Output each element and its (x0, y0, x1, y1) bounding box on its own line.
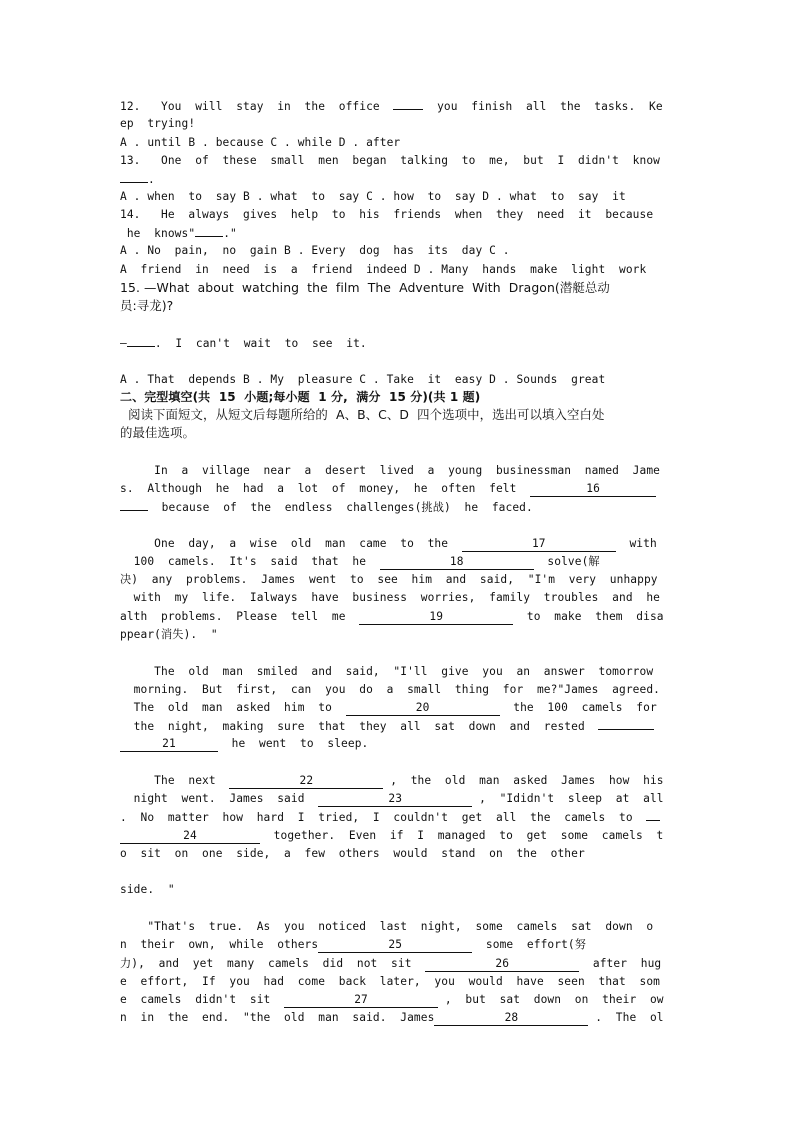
passage-line: n in the end. "the old man said. James 28 . The ol (120, 1011, 664, 1024)
passage-line: "That's true. As you noticed last night, some camels sat down o (120, 920, 654, 933)
passage-line: ppear(消失). " (120, 628, 218, 641)
cloze-blank-20: 20 (346, 701, 500, 716)
section-instructions-2: 的最佳选项。 (120, 425, 195, 440)
answer-blank (120, 498, 148, 511)
answer-blank (120, 170, 148, 183)
passage-line: morning. But first, can you do a small thing for me?"James agreed. (120, 683, 660, 696)
cloze-blank-17: 17 (462, 537, 616, 552)
passage-line: the night, making sure that they all sat down and rested (120, 717, 674, 735)
passage-line: 决) any problems. James went to see him and said, "I'm very unhappy (120, 573, 658, 586)
cloze-blank-26: 26 (425, 957, 579, 972)
passage-line: because of the endless challenges(挑战) he faced. (120, 498, 674, 516)
answer-blank (646, 808, 660, 821)
question-13-options: A . when to say B . what to say C . how to say D . what to say it (120, 190, 626, 203)
cloze-blank-28: 28 (434, 1011, 588, 1026)
question-14-options-1: A . No pain, no gain B . Every dog has its day C . (120, 244, 510, 257)
passage-line: alth problems. Please tell me 19 to make them disa (120, 610, 664, 623)
question-14-line1: 14. He always gives help to his friends when they need it because (120, 208, 654, 221)
passage-line: night went. James said 23 , "Ididn't sleep at all (120, 792, 664, 805)
passage-line: e effort, If you had come back later, you would have seen that som (120, 975, 660, 988)
passage-line: e camels didn't sit 27 , but sat down on their ow (120, 993, 664, 1006)
question-15-options: A . That depends B . My pleasure C . Take it easy D . Sounds great (120, 373, 606, 386)
cloze-blank-16: 16 (530, 482, 656, 497)
cloze-blank-19: 19 (359, 610, 513, 625)
passage-line: 力), and yet many camels did not sit 26 after hug (120, 957, 662, 970)
answer-blank (195, 224, 223, 237)
question-13-line2: . (120, 170, 674, 188)
passage-line: o sit on one side, a few others would stand on the other (120, 847, 585, 860)
answer-blank (598, 717, 654, 730)
cloze-blank-22: 22 (229, 774, 383, 789)
section-heading: 二、完型填空(共 15 小题;每小题 1 分, 满分 15 分)(共 1 题) (120, 390, 481, 404)
passage-line: The old man asked him to 20 the 100 camels for (120, 701, 657, 714)
cloze-blank-25: 25 (318, 938, 472, 953)
passage-line: One day, a wise old man came to the 17 with (120, 537, 657, 550)
question-14-line2: he knows" ." (120, 224, 674, 242)
passage-line: with my life. Ialways have business worries, family troubles and he (120, 591, 660, 604)
passage-line: 100 camels. It's said that he 18 solve(解 (120, 555, 600, 568)
cloze-blank-24: 24 (120, 829, 260, 844)
passage-line: 24 together. Even if I managed to get some camels t (120, 827, 674, 845)
cloze-blank-18: 18 (380, 555, 534, 570)
passage-line: The old man smiled and said, "I'll give you an answer tomorrow (120, 665, 654, 678)
passage-line: side. " (120, 883, 175, 896)
question-12-options: A . until B . because C . while D . after (120, 136, 401, 149)
section-instructions-1: 阅读下面短文，从短文后每题所给的 A、B、C、D 四个选项中，选出可以填入空白处 (120, 407, 605, 422)
answer-blank (127, 334, 155, 347)
passage-line: n their own, while others 25 some effort(努 (120, 938, 587, 951)
passage-line: In a village near a desert lived a young businessman named Jame (120, 464, 660, 477)
question-13-line1: 13. One of these small men began talking to me, but I didn't know (120, 154, 660, 167)
cloze-blank-21: 21 (120, 737, 218, 752)
question-14-options-2: A friend in need is a friend indeed D . Many hands make light work (120, 263, 647, 276)
question-12-line1: 12. You will stay in the office you finish all the tasks. Ke (120, 97, 674, 115)
passage-line: . No matter how hard I tried, I couldn't get all the camels to (120, 808, 674, 826)
passage-line: The next 22 , the old man asked James how his (120, 774, 664, 787)
question-15-line1: 15. —What about watching the film The Adventure With Dragon(潜艇总动 (120, 280, 610, 295)
answer-blank (393, 97, 423, 110)
cloze-blank-23: 23 (318, 792, 472, 807)
cloze-blank-27: 27 (284, 993, 438, 1008)
question-12-line2: ep trying! (120, 117, 196, 130)
passage-line: s. Although he had a lot of money, he often felt 16 (120, 480, 674, 498)
passage-line: 21 he went to sleep. (120, 735, 674, 753)
question-15-line2: 员:寻龙)? (120, 298, 174, 313)
question-15-answer: — . I can't wait to see it. (120, 334, 674, 352)
